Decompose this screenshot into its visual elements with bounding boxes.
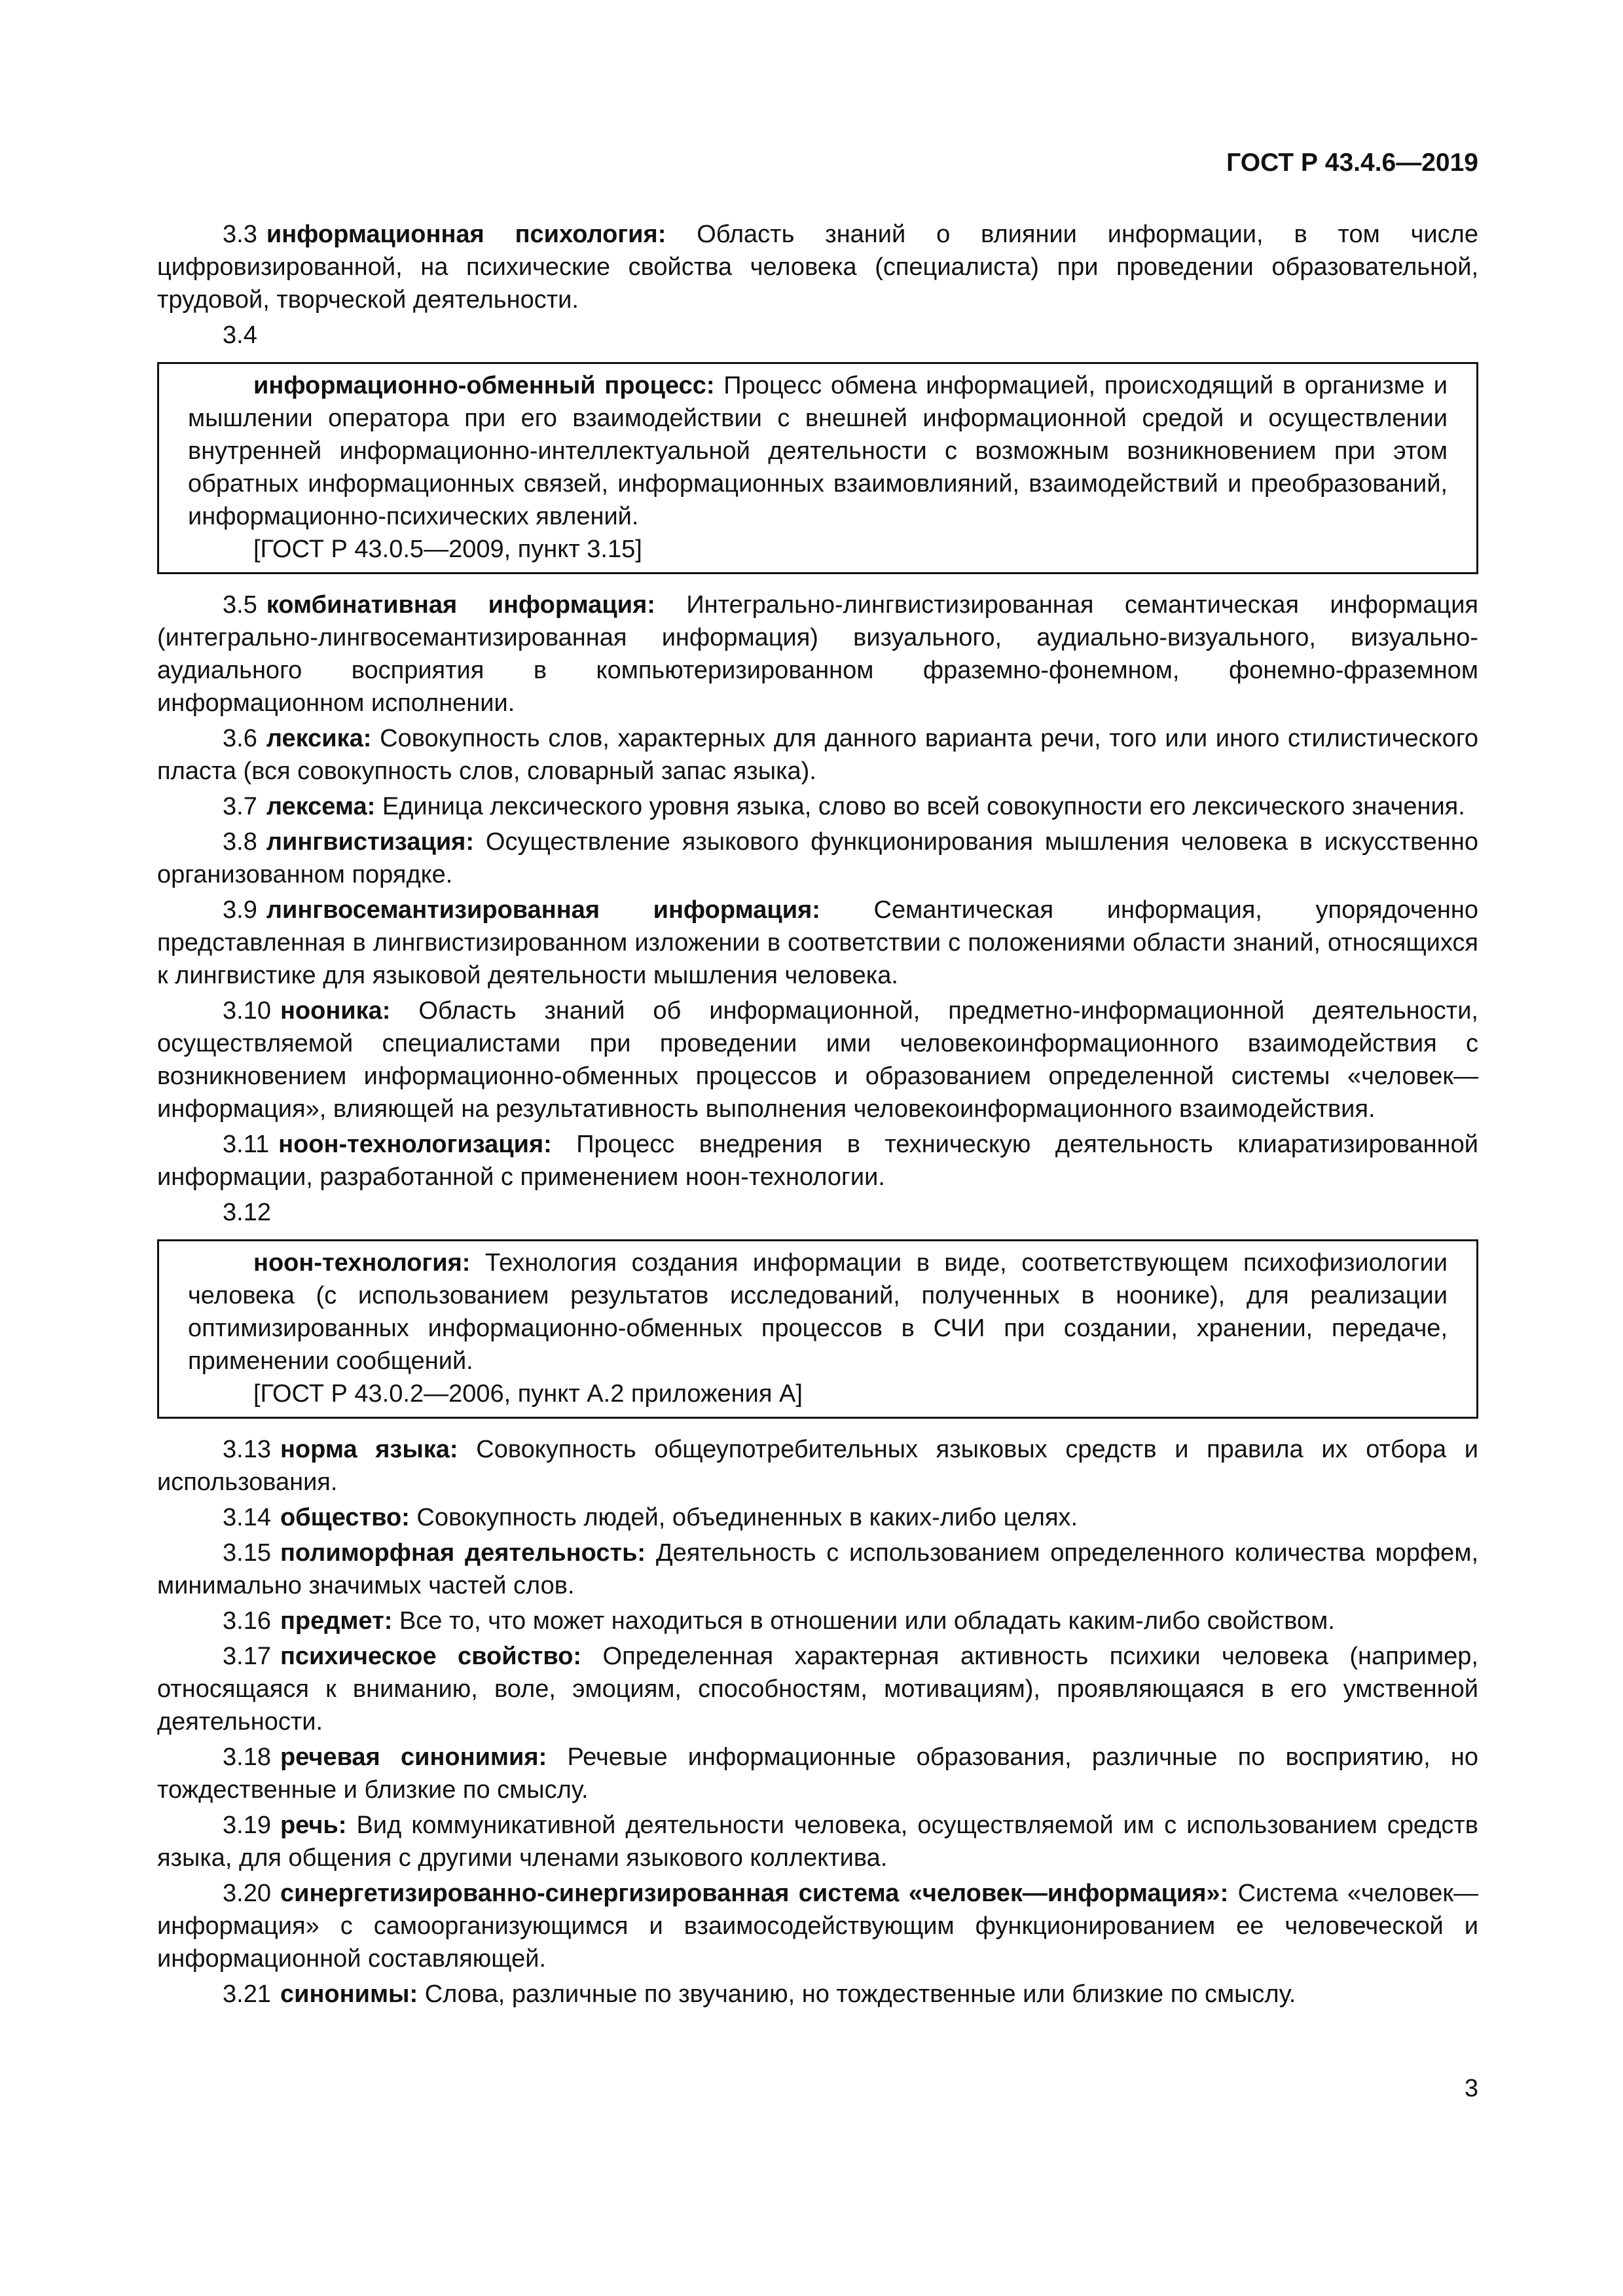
term-entry-3-10 — [157, 994, 1478, 1125]
term-entry-3-13 — [157, 1433, 1478, 1499]
entry-number: 3.8 — [223, 828, 257, 856]
term-definition: Процесс внедрения в техническую деятельность клиаратизированной информации, разработанной с применением ноон-технологии. — [157, 1131, 1478, 1191]
term-name: общество: — [280, 1504, 410, 1531]
term-definition: Вид коммуникативной деятельности человека, осуществляемой им с использованием средств языка, для общения с другими членами языкового коллектива. — [157, 1812, 1478, 1872]
term-name: полиморфная деятельность: — [280, 1539, 646, 1567]
term-entry-3-17 — [157, 1640, 1478, 1738]
term-entry-3-6 — [157, 722, 1478, 788]
term-entry-3-5 — [157, 589, 1478, 720]
term-entry-3-15 — [157, 1537, 1478, 1602]
term-definition: Система «человек—информация» с самоорганизующимся и взаимосодействующим функционированием ее человеческой и информационной составляющей. — [157, 1880, 1478, 1973]
term-entry-3-21 — [157, 1978, 1478, 2011]
boxed-term-text — [188, 369, 1448, 533]
boxed-entry-number: 3.12 — [223, 1199, 271, 1226]
term-name: речь: — [280, 1812, 347, 1839]
entry-number: 3.16 — [223, 1607, 271, 1635]
term-entry-3-11 — [157, 1128, 1478, 1194]
entry-number: 3.15 — [223, 1539, 271, 1567]
entry-number: 3.18 — [223, 1743, 271, 1771]
entry-number: 3.11 — [223, 1131, 270, 1158]
term-definition: Процесс обмена информацией, происходящий в организме и мышлении оператора при его взаимодействии с внешней информационной средой и осуществлении внутренней информационно-интеллектуальной деятельности с возможным возникновением при этом обратных информационных связей, информационных взаимовлияний, взаимодействий и преобразований, информационно-психических явлений. — [188, 372, 1448, 530]
standard-code: ГОСТ Р 43.4.6—2019 — [1226, 149, 1478, 177]
term-entry-3-18 — [157, 1741, 1478, 1806]
term-entry-3-19 — [157, 1809, 1478, 1874]
entry-number: 3.14 — [223, 1504, 271, 1531]
term-name: лексема: — [266, 793, 376, 820]
term-definition: Совокупность общеупотребительных языковых средств и правила их отбора и использования. — [157, 1436, 1478, 1496]
term-definition: Осуществление языкового функционирования мышления человека в искусственно организованном порядке. — [157, 828, 1478, 888]
term-name: лингвистизация: — [266, 828, 475, 856]
entry-number: 3.7 — [223, 793, 257, 820]
entry-number: 3.21 — [223, 1980, 271, 2008]
term-name: синергетизированно-синергизированная система «человек—информация»: — [280, 1880, 1229, 1907]
term-definition: Определенная характерная активность психики человека (например, относящаяся к вниманию, воле, эмоциям, способностям, мотивациям), проявляющаяся в его умственной деятельности. — [157, 1643, 1478, 1736]
term-name: информационная психология: — [266, 221, 666, 248]
term-entry-3-20 — [157, 1877, 1478, 1975]
term-definition: Деятельность с использованием определенного количества морфем, минимально значимых частей слов. — [157, 1539, 1479, 1599]
term-source-reference: [ГОСТ Р 43.0.5—2009, пункт 3.15] — [253, 536, 642, 563]
boxed-term-text — [188, 1247, 1448, 1377]
term-entry-3-14 — [157, 1501, 1478, 1534]
term-definition: Область знаний о влиянии информации, в том числе цифровизированной, на психические свойства человека (специалиста) при проведении образовательной, трудовой, творческой деятельности. — [157, 221, 1478, 314]
term-name: лингвосемантизированная информация: — [266, 896, 820, 924]
term-name: нооника: — [280, 997, 391, 1025]
term-name: синонимы: — [280, 1980, 418, 2008]
term-definition: Интегрально-лингвистизированная семантическая информация (интегрально-лингвосемантизированная информация) визуального, аудиально-визуального, визуально-аудиального восприятия в компьютеризированном фраземно-фонемном, фонемно-фраземном информационном исполнении. — [157, 591, 1478, 717]
term-entry-3-9 — [157, 894, 1478, 992]
entry-number: 3.10 — [223, 997, 271, 1025]
term-definition: Речевые информационные образования, различные по восприятию, но тождественные и близкие по смыслу. — [157, 1743, 1478, 1804]
document-page — [157, 147, 1478, 2013]
term-definition: Семантическая информация, упорядоченно представленная в лингвистизированном изложении в соответствии с положениями области знаний, относящихся к лингвистике для языковой деятельности мышления человека. — [157, 896, 1478, 989]
term-entry-3-7 — [157, 790, 1478, 823]
page-number: 3 — [1464, 2075, 1478, 2102]
boxed-term-entry-3-12 — [157, 1239, 1478, 1419]
boxed-term-entry-3-4 — [157, 362, 1478, 574]
term-definition: Совокупность людей, объединенных в каких-либо целях. — [409, 1504, 1078, 1531]
term-name: норма языка: — [280, 1436, 458, 1463]
term-definition: Все то, что может находиться в отношении или обладать каким-либо свойством. — [392, 1607, 1335, 1635]
term-definition: Технология создания информации в виде, соответствующем психофизиологии человека (с использованием результатов исследований, полученных в ноонике), для реализации оптимизированных информационно-обменных процессов в СЧИ при создании, хранении, передаче, применении сообщений. — [188, 1249, 1448, 1375]
term-name: информационно-обменный процесс: — [253, 372, 715, 399]
boxed-entry-number: 3.4 — [223, 321, 257, 349]
entry-number: 3.9 — [223, 896, 257, 924]
term-name: ноон-технология: — [253, 1249, 471, 1277]
term-source-reference: [ГОСТ Р 43.0.2—2006, пункт А.2 приложения А] — [253, 1380, 803, 1408]
term-name: психическое свойство: — [280, 1643, 582, 1670]
entry-number: 3.5 — [223, 591, 257, 619]
term-name: лексика: — [266, 725, 372, 752]
term-definition: Совокупность слов, характерных для данного варианта речи, того или иного стилистического пласта (вся совокупность слов, словарный запас языка). — [157, 725, 1478, 785]
term-definition: Область знаний об информационной, предметно-информационной деятельности, осуществляемой специалистами при проведении ими человекоинформационного взаимодействия с возникновением информационно-обменных процессов и образованием определенной системы «человек— информация», влияющей на результативность выполнения человекоинформационного взаимодействия. — [157, 997, 1478, 1123]
term-name: ноон-технологизация: — [278, 1131, 552, 1158]
term-definition: Слова, различные по звучанию, но тождественные или близкие по смыслу. — [418, 1980, 1296, 2008]
term-name: предмет: — [280, 1607, 393, 1635]
term-name: комбинативная информация: — [266, 591, 655, 619]
term-definition: Единица лексического уровня языка, слово во всей совокупности его лексического значения. — [375, 793, 1465, 820]
entry-number: 3.20 — [223, 1880, 271, 1907]
term-entry-3-8 — [157, 826, 1478, 891]
entry-number: 3.13 — [223, 1436, 271, 1463]
entry-number: 3.17 — [223, 1643, 271, 1670]
entry-number: 3.3 — [223, 221, 257, 248]
term-entry-3-16 — [157, 1605, 1478, 1637]
term-entry-3-3 — [157, 218, 1478, 316]
entry-number: 3.19 — [223, 1812, 271, 1839]
entry-number: 3.6 — [223, 725, 257, 752]
term-name: речевая синонимия: — [280, 1743, 547, 1771]
